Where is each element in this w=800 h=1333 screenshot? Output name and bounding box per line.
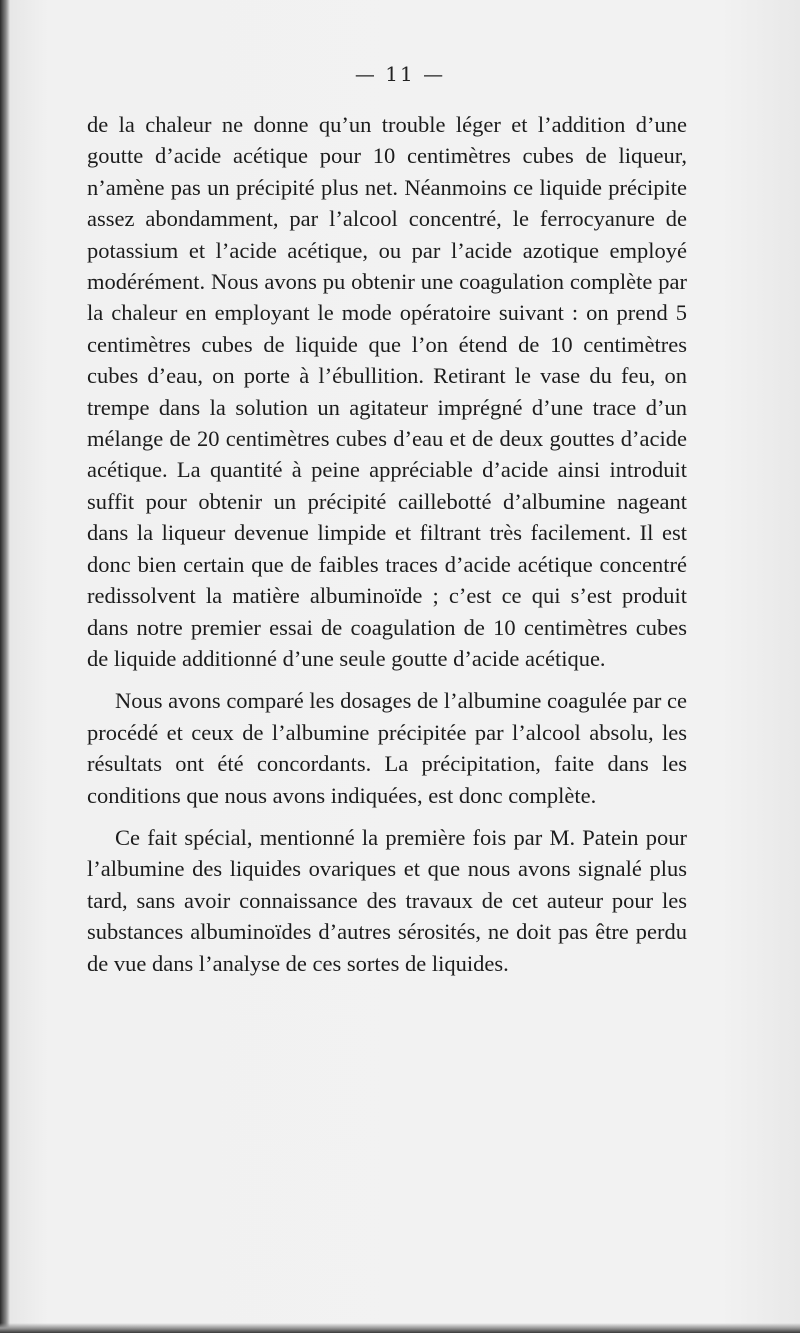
paragraph-patein: Ce fait spécial, mentionné la première fois par M. Patein pour l’albumine des liquides ovariques et que nous avons signalé plus tard, sans avoir connaissance des travaux de cet auteur pour les substances albuminoïdes d’autres sérosités, ne doit pas être perdu de vue dans l’analyse de ces sortes de liquides. <box>87 824 687 976</box>
paragraph-continuation: de la chaleur ne donne qu’un trouble léger et l’addition d’une goutte d’acide acétique pour 10 centimètres cubes de liqueur, n’amène pas un précipité plus net. Néanmoins ce liquide précipite assez abondamment, par l’alcool concentré, le ferrocyanure de potassium et l’acide acétique, ou par l’acide azotique employé modérément. Nous avons pu obtenir une coagulation complète par la chaleur en employant le mode opératoire suivant : on prend 5 centimètres cubes de liquide que l’on étend de 10 centimètres cubes d’eau, on porte à l’ébullition. Retirant le vase du feu, on trempe dans la solution un agitateur imprégné d’une trace d’un mélange de 20 centimètres cubes d’eau et de deux gouttes d’acide acétique. La quantité à peine appréciable d’acide ainsi introduit suffit pour obtenir un précipité caillebotté d’albumine nageant dans la liqueur devenue limpide et filtrant très facilement. Il est donc bien certain que de faibles traces d’acide acétique concentré redissolvent la matière albuminoïde ; c’est ce qui s’est produit dans notre premier essai de coagulation de 10 centimètres cubes de liquide additionné d’une seule goutte d’acide acétique. <box>87 112 687 671</box>
page-bottom-shadow <box>0 1323 800 1333</box>
body-text <box>87 109 687 990</box>
page-left-shadow <box>0 0 10 1333</box>
page-number: — 11 — <box>354 62 446 86</box>
paragraph-comparison: Nous avons comparé les dosages de l’albumine coagulée par ce procédé et ceux de l’albumine précipitée par l’alcool absolu, les résultats ont été concordants. La précipitation, faite dans les conditions que nous avons indiquées, est donc complète. <box>87 688 687 808</box>
